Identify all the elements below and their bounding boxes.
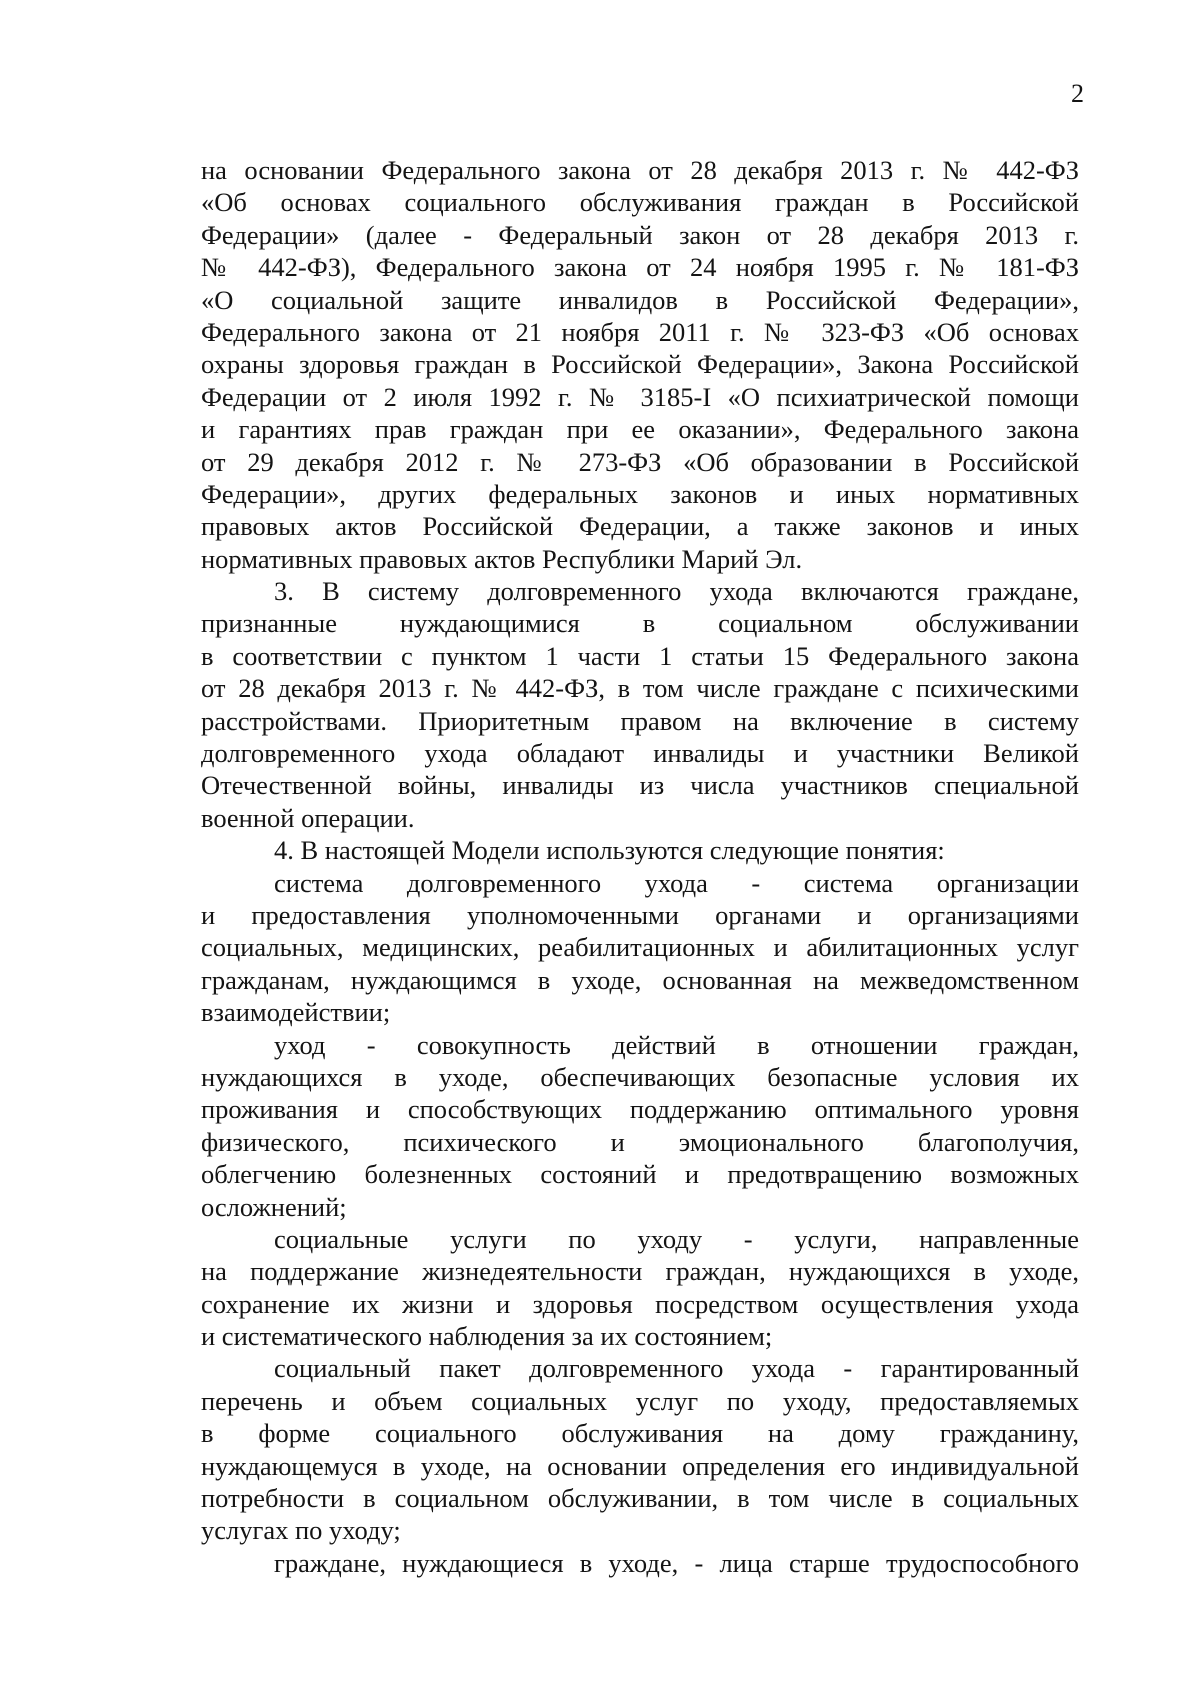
text-line: проживания и способствующих поддержанию оптимального уровня [201,1094,1079,1125]
text-line: гражданам, нуждающимся в уходе, основанная на межведомственном [201,964,1079,995]
text-line: перечень и объем социальных услуг по уходу, предоставляемых [201,1385,1079,1416]
text-line: долговременного ухода обладают инвалиды и участники Великой [201,738,1079,769]
text-line: от 29 декабря 2012 г. № 273-ФЗ «Об образовании в Российской [201,446,1079,477]
text-line: облегчению болезненных состояний и предотвращению возможных [201,1159,1079,1190]
text-line: от 28 декабря 2013 г. № 442-ФЗ, в том числе граждане с психическими [201,673,1079,704]
text-line: признанные нуждающимися в социальном обслуживании [201,608,1079,639]
text-line: сохранение их жизни и здоровья посредством осуществления ухода [201,1288,1079,1319]
page-number: 2 [1071,79,1084,108]
text-line: и предоставления уполномоченными органами и организациями [201,899,1079,930]
text-line: «Об основах социального обслуживания граждан в Российской [201,187,1079,218]
text-line: Федерации», других федеральных законов и иных нормативных [201,478,1079,509]
text-line: социальных, медицинских, реабилитационных и абилитационных услуг [201,932,1079,963]
text-line: Федерации» (далее - Федеральный закон от 28 декабря 2013 г. [201,219,1079,250]
text-line: Федерального закона от 21 ноября 2011 г. № 323-ФЗ «Об основах [201,316,1079,347]
text-line: на основании Федерального закона от 28 декабря 2013 г. № 442-ФЗ [201,155,1079,185]
text-line: и гарантиях прав граждан при ее оказании», Федерального закона [201,414,1079,445]
text-line: социальный пакет долговременного ухода - гарантированный [274,1353,1079,1384]
text-line: осложнений; [201,1191,347,1222]
text-line: физического, психического и эмоционального благополучия, [201,1126,1079,1157]
text-line: нормативных правовых актов Республики Марий Эл. [201,543,803,574]
text-line: «О социальной защите инвалидов в Российской Федерации», [201,284,1079,315]
text-line: услугах по уходу; [201,1515,401,1546]
text-line: охраны здоровья граждан в Российской Федерации», Закона Российской [201,349,1079,380]
text-line: в форме социального обслуживания на дому гражданину, [201,1418,1079,1449]
text-line: граждане, нуждающиеся в уходе, - лица старше трудоспособного [274,1547,1079,1578]
text-line: и систематического наблюдения за их состоянием; [201,1321,773,1352]
text-line: № 442-ФЗ), Федерального закона от 24 ноября 1995 г. № 181-ФЗ [201,252,1079,283]
text-line: Отечественной войны, инвалиды из числа участников специальной [201,770,1079,801]
text-line: военной операции. [201,802,415,833]
text-line: нуждающемуся в уходе, на основании определения его индивидуальной [201,1450,1079,1481]
text-line: в соответствии с пунктом 1 части 1 статьи 15 Федерального закона [201,640,1079,671]
text-line: Федерации от 2 июля 1992 г. № 3185-I «О психиатрической помощи [201,381,1079,412]
text-line: социальные услуги по уходу - услуги, направленные [274,1223,1079,1254]
text-line: нуждающихся в уходе, обеспечивающих безопасные условия их [201,1061,1079,1092]
text-line: 4. В настоящей Модели используются следующие понятия: [274,835,945,866]
text-line: 3. В систему долговременного ухода включаются граждане, [274,576,1079,607]
text-line: потребности в социальном обслуживании, в том числе в социальных [201,1483,1079,1514]
text-line: на поддержание жизнедеятельности граждан, нуждающихся в уходе, [201,1256,1079,1287]
document-body [201,154,1079,1579]
text-line: уход - совокупность действий в отношении граждан, [274,1029,1079,1060]
text-line: правовых актов Российской Федерации, а также законов и иных [201,511,1079,542]
text-line: расстройствами. Приоритетным правом на включение в систему [201,705,1079,736]
text-line: система долговременного ухода - система организации [274,867,1079,898]
text-line: взаимодействии; [201,997,391,1028]
